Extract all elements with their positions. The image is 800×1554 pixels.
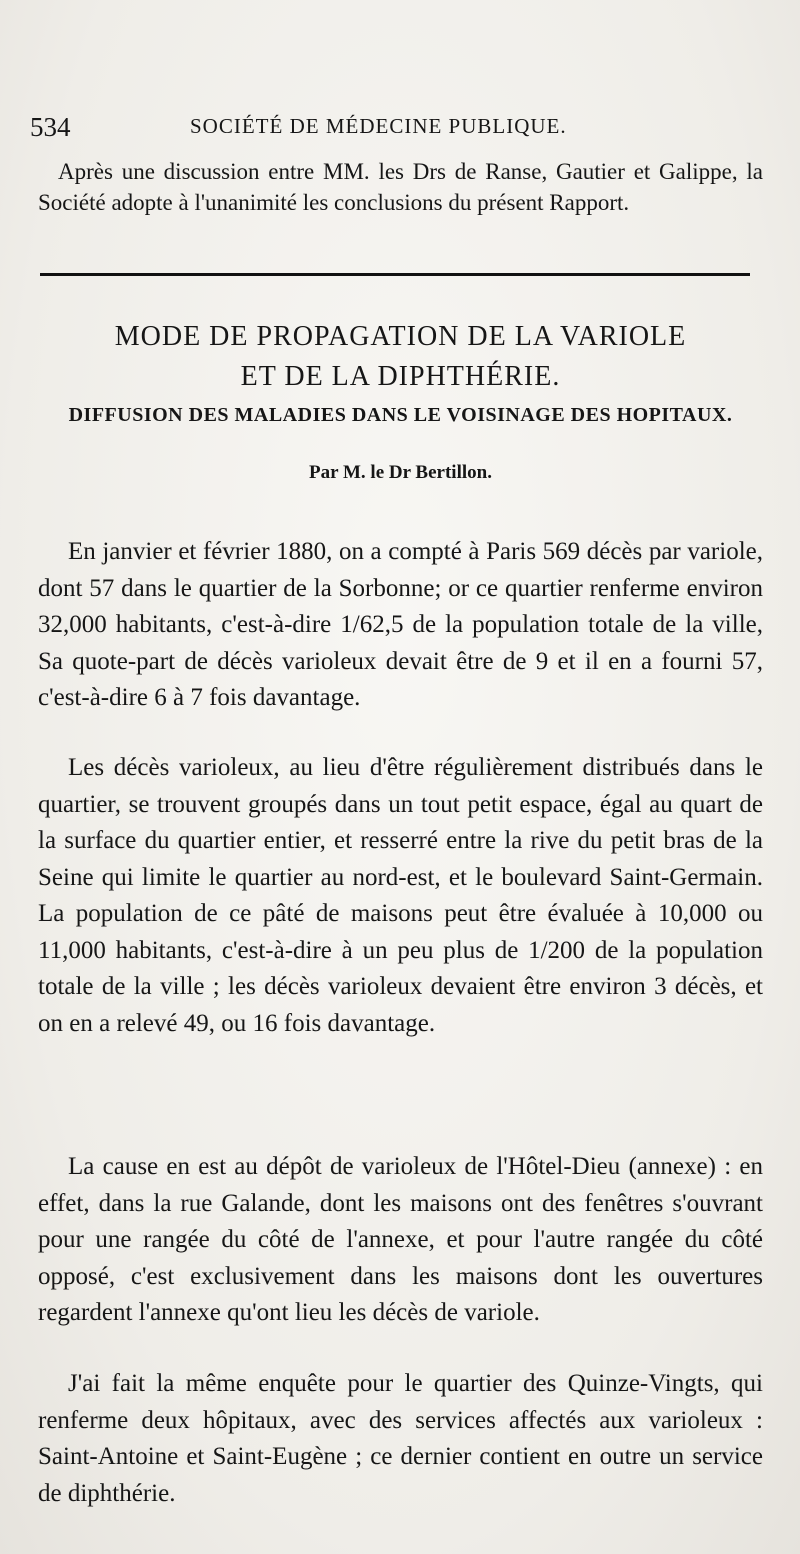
paragraph-text: J'ai fait la même enquête pour le quartier des Quinze-Vingts, qui renferme deux hôpitaux, avec des services affectés aux varioleux : Saint-Antoine et Saint-Eugène ; ce dernier contient en outre un service de diphthérie. — [38, 1370, 763, 1507]
running-head: SOCIÉTÉ DE MÉDECINE PUBLIQUE. — [190, 114, 567, 138]
body-paragraph-3 — [38, 1149, 763, 1332]
intro-paragraph — [38, 156, 763, 218]
article-title-line-1: MODE DE PROPAGATION DE LA VARIOLE — [114, 321, 687, 352]
paragraph-text: Les décès varioleux, au lieu d'être régulièrement distribués dans le quartier, se trouvent groupés dans un tout petit espace, égal au quart de la surface du quartier entier, et resserré entre la rive du petit bras de la Seine qui limite le quartier au nord-est, et le boulevard Saint-Germain. La population de ce pâté de maisons peut être évaluée à 10,000 ou 11,000 habitants, c'est-à-dire à un peu plus de 1/200 de la population totale de la ville ; les décès varioleux devaient être environ 3 décès, et on en a relevé 49, ou 16 fois davantage. — [38, 754, 763, 1037]
body-paragraph-2 — [38, 750, 763, 1042]
page-number: 534 — [30, 112, 71, 142]
page-header — [30, 112, 775, 144]
intro-text: Après une discussion entre MM. les Drs de Ranse, Gautier et Galippe, la Société adopte à l'unanimité les conclusions du présent Rapport. — [38, 159, 763, 215]
paragraph-text: La cause en est au dépôt de varioleux de l'Hôtel-Dieu (annexe) : en effet, dans la rue Galande, dont les maisons ont des fenêtres s'ouvrant pour une rangée du côté de l'annexe, et pour l'autre rangée du côté opposé, c'est exclusivement dans les maisons dont les ouvertures regardent l'annexe qu'ont lieu les décès de variole. — [38, 1153, 763, 1326]
body-paragraph-1 — [38, 534, 763, 717]
section-divider — [40, 273, 750, 276]
article-subtitle: DIFFUSION DES MALADIES DANS LE VOISINAGE DES HOPITAUX. — [68, 404, 733, 426]
body-paragraph-4 — [38, 1366, 763, 1512]
article-author: Par M. le Dr Bertillon. — [309, 462, 492, 483]
paragraph-text: En janvier et février 1880, on a compté à Paris 569 décès par variole, dont 57 dans le quartier de la Sorbonne; or ce quartier renferme environ 32,000 habitants, c'est-à-dire 1/62,5 de la population totale de la ville, Sa quote-part de décès varioleux devait être de 9 et il en a fourni 57, c'est-à-dire 6 à 7 fois davantage. — [38, 538, 763, 711]
article-title-line-2: ET DE LA DIPHTHÉRIE. — [240, 361, 561, 392]
